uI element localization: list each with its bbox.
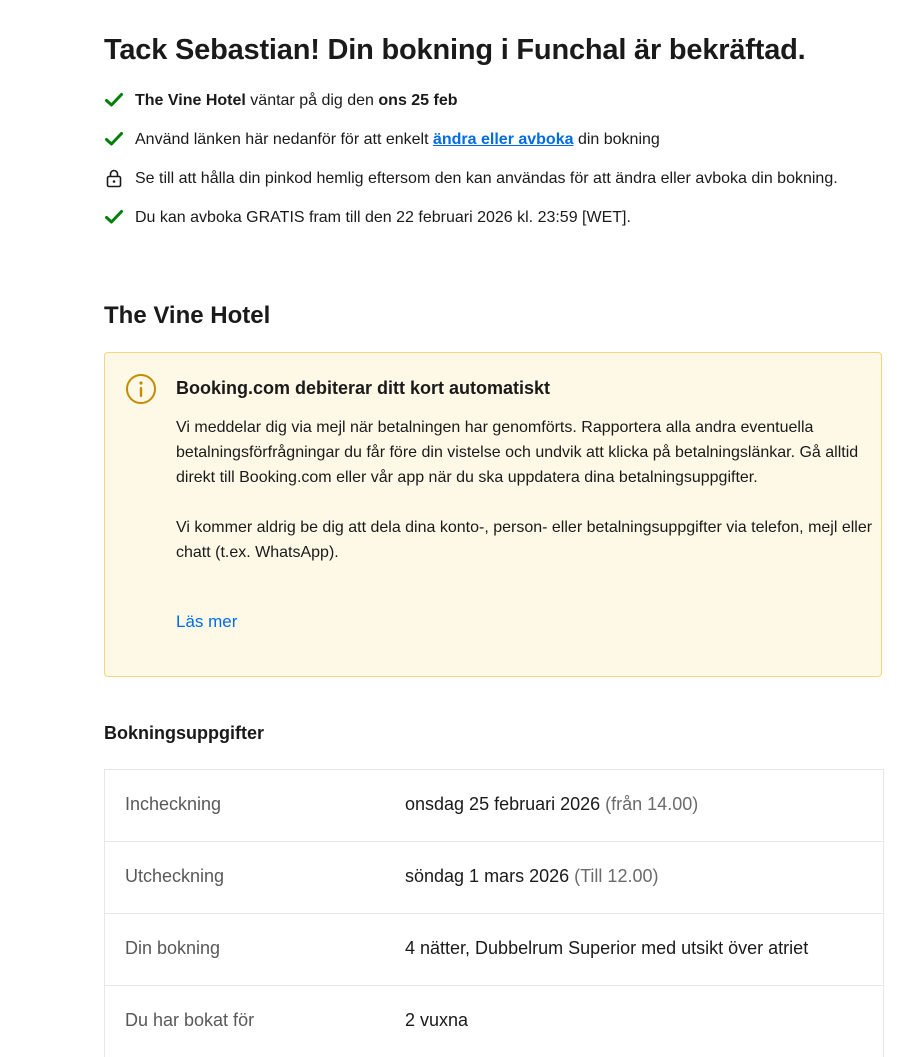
notice-title: Booking.com debiterar ditt kort automatiskt bbox=[176, 378, 551, 398]
detail-row-booking bbox=[105, 914, 883, 986]
info-circle-icon bbox=[125, 373, 157, 405]
read-more-link[interactable]: Läs mer bbox=[176, 612, 238, 631]
booking-details-heading: Bokningsuppgifter bbox=[104, 723, 264, 743]
lock-icon bbox=[104, 168, 124, 188]
detail-label: Du har bokat för bbox=[125, 1010, 255, 1030]
detail-row-checkin bbox=[105, 770, 883, 842]
detail-value bbox=[405, 866, 658, 887]
notice-paragraph-1: Vi meddelar dig via mejl när betalningen har genomförts. Rapportera alla andra eventuella betalningsförfrågningar du får före din vistelse och undvik att klicka på betalningslänkar. Gå alltid direkt till Booking.com eller vår app när du ska uppdatera dina betalningsuppgifter. bbox=[176, 419, 859, 486]
detail-label: Din bokning bbox=[125, 938, 221, 958]
detail-value bbox=[405, 794, 698, 815]
checkmark-icon bbox=[104, 207, 124, 227]
confirmation-checklist bbox=[104, 88, 884, 230]
payment-notice bbox=[104, 352, 882, 677]
manage-text-before: Använd länken här nedanför för att enkelt bbox=[135, 131, 433, 148]
free-cancel-text: Du kan avboka GRATIS fram till den 22 februari 2026 kl. 23:59 [WET]. bbox=[135, 209, 631, 226]
booking-details-table bbox=[104, 769, 884, 1057]
detail-row-guests bbox=[105, 986, 883, 1057]
checklist-item-arrival bbox=[104, 88, 884, 113]
detail-label: Utcheckning bbox=[125, 866, 225, 886]
checklist-item-free-cancel bbox=[104, 205, 884, 230]
notice-paragraph-2: Vi kommer aldrig be dig att dela dina konto-, person- eller betalningsuppgifter via telefon, mejl eller chatt (t.ex. WhatsApp). bbox=[176, 519, 873, 561]
detail-value: 4 nätter, Dubbelrum Superior med utsikt över atriet bbox=[405, 938, 809, 958]
checkmark-icon bbox=[104, 90, 124, 110]
checkin-date: onsdag 25 februari 2026 bbox=[405, 794, 601, 814]
arrival-text: väntar på dig den bbox=[245, 92, 379, 109]
checklist-item-pin bbox=[104, 166, 884, 191]
manage-text-after: din bokning bbox=[573, 131, 660, 148]
detail-label: Incheckning bbox=[125, 794, 222, 814]
page-title: Tack Sebastian! Din bokning i Funchal är bekräftad. bbox=[104, 34, 806, 66]
checkout-date: söndag 1 mars 2026 bbox=[405, 866, 570, 886]
checkin-time: (från 14.00) bbox=[600, 794, 699, 814]
hotel-name-inline: The Vine Hotel bbox=[135, 92, 246, 109]
detail-value: 2 vuxna bbox=[405, 1010, 469, 1030]
checkmark-icon bbox=[104, 129, 124, 149]
change-or-cancel-link[interactable]: ändra eller avboka bbox=[432, 131, 574, 148]
pin-warning-text: Se till att hålla din pinkod hemlig eftersom den kan användas för att ändra eller avboka din bokning. bbox=[135, 170, 838, 187]
checklist-item-manage bbox=[104, 127, 884, 152]
arrival-date: ons 25 feb bbox=[378, 92, 458, 109]
hotel-heading: The Vine Hotel bbox=[104, 302, 271, 329]
detail-row-checkout bbox=[105, 842, 883, 914]
checkout-time: (Till 12.00) bbox=[569, 866, 659, 886]
notice-body bbox=[176, 415, 876, 565]
